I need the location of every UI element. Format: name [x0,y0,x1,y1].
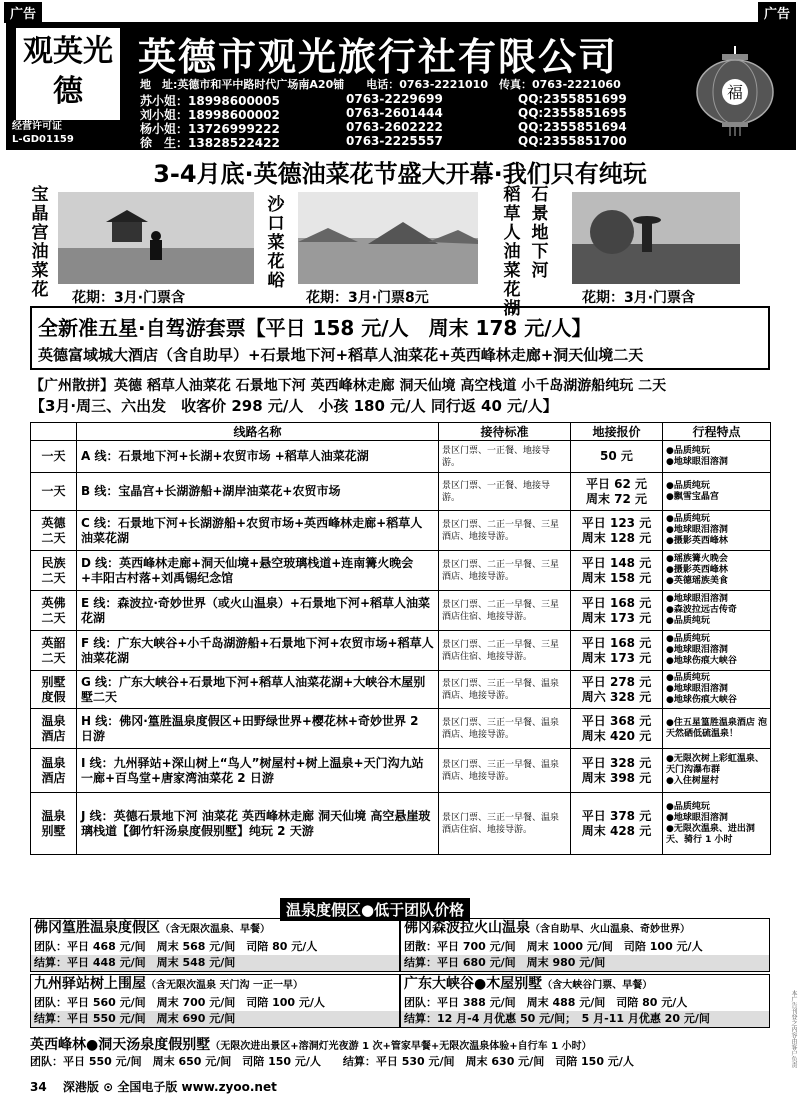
bloom-info: 花期：3月·门票8元 [306,290,429,306]
cell-days: 温泉 酒店 [31,709,77,749]
hotel-title: 佛冈森波拉火山温泉 [404,920,530,936]
cell-route: C 线：石景地下河+长湖游船+农贸市场+英西峰林走廊+稻草人油菜花湖 [77,511,439,551]
cell-days: 温泉 酒店 [31,749,77,793]
cell-feat: ●品质纯玩 ●地球眼泪溶洞 ●地球伤痕大峡谷 [663,631,771,671]
guangzhou-group-tour [30,376,770,416]
photo-valley [298,192,478,284]
table-row [31,441,771,473]
cell-price: 平日 168 元 周末 173 元 [571,631,663,671]
cell-feat: ●品质纯玩 ●地球眼泪溶洞 ●无限次温泉、进出洞天、骑行 1 小时 [663,793,771,855]
cell-std: 景区门票、三正一早餐、温泉酒店、地接导游。 [439,671,571,709]
company-header: 观英光德 经营许可证 L-GD01159 英德市观光旅行社有限公司 地 址:英德市和平中路时代广场南A20铺 电话：0763-2221010 传真：0763-2221060 苏小姐：18998600005 0763-2229699 QQ:2355851699 刘小姐：18998600002 0763-2601444 QQ:2355851695 杨小姐：13726999222 0763-2602222 QQ:2355851694 徐 生：13828522422 0763-2225557 QQ:2355851700 福 [6,22,796,150]
cell-days: 一天 [31,473,77,511]
cell-days: 英德 二天 [31,511,77,551]
hotel-box: 广东大峡谷●木屋别墅（含大峡谷门票、早餐） 团队：平日 388 元/间 周末 488 元/间 司陪 80 元/人 结算：12 月-4 月优惠 50 元/间； 5 月-11 月优惠 20 元/间 [400,974,770,1028]
gz-line2: 【3月·周三、六出发 收客价 298 元/人 小孩 180 元/人 同行返 40 元/人】 [30,397,558,415]
site: 全国电子版 www.zyoo.net [117,1080,277,1094]
self-drive-subtitle: 英德富域城大酒店（含自助早）+石景地下河+稻草人油菜花+英西峰林走廊+洞天仙境二天 [38,346,644,364]
cell-route: G 线：广东大峡谷+石景地下河+稻草人油菜花湖+大峡谷木屋别墅二天 [77,671,439,709]
hotel-title: 九州驿站树上围屋 [34,976,146,992]
cell-feat: ●瑶族篝火晚会 ●摄影英西峰林 ●英德瑶族美食 [663,551,771,591]
table-row [31,511,771,551]
photo-pavilion-couple [58,192,254,284]
bloom-info: 花期：3月·门票含 [72,290,186,306]
cell-feat: ●地球眼泪溶洞 ●森波拉远古传奇 ●品质纯玩 [663,591,771,631]
cell-route: F 线：广东大峡谷+小千岛湖游船+石景地下河+农贸市场+稻草人油菜花湖 [77,631,439,671]
cell-std: 景区门票、二正一早餐、三星酒店、地接导游。 [439,511,571,551]
cell-feat: ●品质纯玩 ●飘雪宝晶宫 [663,473,771,511]
bloom-info: 花期：3月·门票含 [582,290,696,306]
hotel-box: 九州驿站树上围屋（含无限次温泉 天门沟 一正一早） 团队：平日 560 元/间 周末 700 元/间 司陪 100 元/人 结算：平日 550 元/间 周末 690 元/间 [30,974,400,1028]
table-row [31,749,771,793]
table-row [31,793,771,855]
company-logo: 观英光德 [16,28,120,120]
cell-route: I 线：九州驿站+深山树上“鸟人”树屋村+树上温泉+天门沟九站一廊+百鸟堂+唐家湾油菜花 2 日游 [77,749,439,793]
side-note: 本广告刊登之内容由客户负责 [790,990,797,1068]
table-row [31,551,771,591]
hotel-title: 佛冈篁胜温泉度假区 [34,920,160,936]
red-icon: ⊙ [103,1080,114,1094]
cell-std: 景区门票、三正一早餐、温泉酒店、地接导游。 [439,749,571,793]
cell-std: 景区门票、一正餐、地接导游。 [439,473,571,511]
cell-route: J 线：英德石景地下河 油菜花 英西峰林走廊 洞天仙境 高空悬崖玻璃栈道【御竹轩汤泉度假别墅】纯玩 2 天游 [77,793,439,855]
cell-route: E 线：森波拉·奇妙世界（或火山温泉）+石景地下河+稻草人油菜花湖 [77,591,439,631]
cell-price: 50 元 [571,441,663,473]
cell-price: 平日 168 元 周末 173 元 [571,591,663,631]
cell-price: 平日 378 元 周末 428 元 [571,793,663,855]
table-row [31,709,771,749]
table-row [31,631,771,671]
license-number: L-GD01159 [12,134,74,145]
col-header: 接待标准 [439,423,571,441]
cell-price: 平日 123 元 周末 128 元 [571,511,663,551]
cell-route: D 线：英西峰林走廊+洞天仙境+悬空玻璃栈道+连南篝火晚会+丰阳古村落+刘禹锡纪念馆 [77,551,439,591]
cell-std: 景区门票、三正一早餐、温泉酒店、地接导游。 [439,709,571,749]
cell-days: 英佛 二天 [31,591,77,631]
cell-days: 别墅 度假 [31,671,77,709]
cell-price: 平日 62 元 周末 72 元 [571,473,663,511]
license-label: 经营许可证 [12,121,62,132]
place-shijing: 石景地下河 [531,185,549,281]
company-name: 英德市观光旅行社有限公司 [138,35,619,79]
cell-feat: ●住五星篁胜温泉酒店 泡天然硒低硫温泉！ [663,709,771,749]
cell-days: 温泉 别墅 [31,793,77,855]
cell-route: H 线：佛冈·篁胜温泉度假区+田野绿世界+樱花林+奇妙世界 2 日游 [77,709,439,749]
cell-price: 平日 148 元 周末 158 元 [571,551,663,591]
table-header-row [31,423,771,441]
cell-std: 景区门票、一正餐、地接导游。 [439,441,571,473]
cell-route: B 线：宝晶宫+长湖游船+湖岸油菜花+农贸市场 [77,473,439,511]
edition: 深港版 [62,1080,99,1094]
photo-scarecrow [572,192,740,284]
cell-days: 英韶 二天 [31,631,77,671]
page-footer [30,1078,277,1095]
cell-std: 景区门票、二正一早餐、三星酒店住宿、地接导游。 [439,591,571,631]
col-header: 地接报价 [571,423,663,441]
cell-feat: ●品质纯玩 ●地球眼泪溶洞 ●摄影英西峰林 [663,511,771,551]
license-info [12,120,132,146]
lantern-icon [694,46,776,136]
place-shakou: 沙口菜花峪 [267,195,285,291]
table-row [31,671,771,709]
cell-std: 景区门票、二正一早餐、三星酒店住宿、地接导游。 [439,631,571,671]
self-drive-package [30,306,770,370]
headline: 3-4月底·英德油菜花节盛大开幕·我们只有纯玩 [153,160,647,188]
cell-std: 景区门票、二正一早餐、三星酒店、地接导游。 [439,551,571,591]
hot-spring-banner: 温泉度假区●低于团队价格 [280,898,470,921]
ad-label-right: 广告 [758,2,796,23]
cell-price: 平日 368 元 周末 420 元 [571,709,663,749]
address-line: 地 址:英德市和平中路时代广场南A20铺 电话：0763-2221010 传真：0763-2221060 [140,78,621,91]
hotel-box: 佛冈森波拉火山温泉（含自助早、火山温泉、奇妙世界） 团散：平日 700 元/间 周末 1000 元/间 司陪 100 元/人 结算：平日 680 元/间 周末 980 元/间 [400,918,770,972]
col-header: 线路名称 [77,423,439,441]
table-row [31,473,771,511]
table-row [31,591,771,631]
cell-std: 景区门票、三正一早餐、温泉酒店住宿、地接导游。 [439,793,571,855]
cell-feat: ●无限次树上彩虹温泉、天门沟瀑布群 ●入住树屋村 [663,749,771,793]
col-header: 行程特点 [663,423,771,441]
villa-prices: 团队：平日 550 元/间 周末 650 元/间 司陪 150 元/人 结算：平日 530 元/间 周末 630 元/间 司陪 150 元/人 [30,1055,634,1068]
villa-title: 英西峰林●洞天汤泉度假别墅 [30,1037,211,1053]
place-baojinggong: 宝晶宫油菜花 [31,185,49,300]
cell-days: 一天 [31,441,77,473]
col-header [31,423,77,441]
ad-label-left: 广告 [4,2,42,23]
hotel-title: 广东大峡谷●木屋别墅 [404,976,543,992]
cell-price: 平日 278 元 周六 328 元 [571,671,663,709]
gz-line1: 【广州散拼】英德 稻草人油菜花 石景地下河 英西峰林走廊 洞天仙境 高空栈道 小千岛湖游船纯玩 二天 [30,378,667,394]
place-daocaoren: 稻草人油菜花湖 [503,185,521,319]
cell-route: A 线：石景地下河+长湖+农贸市场 +稻草人油菜花湖 [77,441,439,473]
cell-days: 民族 二天 [31,551,77,591]
cell-feat: ●品质纯玩 ●地球眼泪溶洞 ●地球伤痕大峡谷 [663,671,771,709]
villa-section: 英西峰林●洞天汤泉度假别墅（无限次进出景区+溶洞灯光夜游 1 次+管家早餐+无限次温泉体验+自行车 1 小时） 团队：平日 550 元/间 周末 650 元/间 司陪 150 元/人 结算：平日 530 元/间 周末 630 元/间 司陪 150 元/人 [30,1034,770,1070]
routes-table [30,422,771,855]
svg-text:福: 福 [726,83,744,102]
hotel-box: 佛冈篁胜温泉度假区（含无限次温泉、早餐） 团队：平日 468 元/间 周末 568 元/间 司陪 80 元/人 结算：平日 448 元/间 周末 548 元/间 [30,918,400,972]
self-drive-title: 全新准五星·自驾游套票【平日 158 元/人 周末 178 元/人】 [38,316,592,340]
routes-table-body [31,441,771,855]
cell-price: 平日 328 元 周末 398 元 [571,749,663,793]
cell-feat: ●品质纯玩 ●地球眼泪溶洞 [663,441,771,473]
page-number: 34 [30,1080,47,1094]
